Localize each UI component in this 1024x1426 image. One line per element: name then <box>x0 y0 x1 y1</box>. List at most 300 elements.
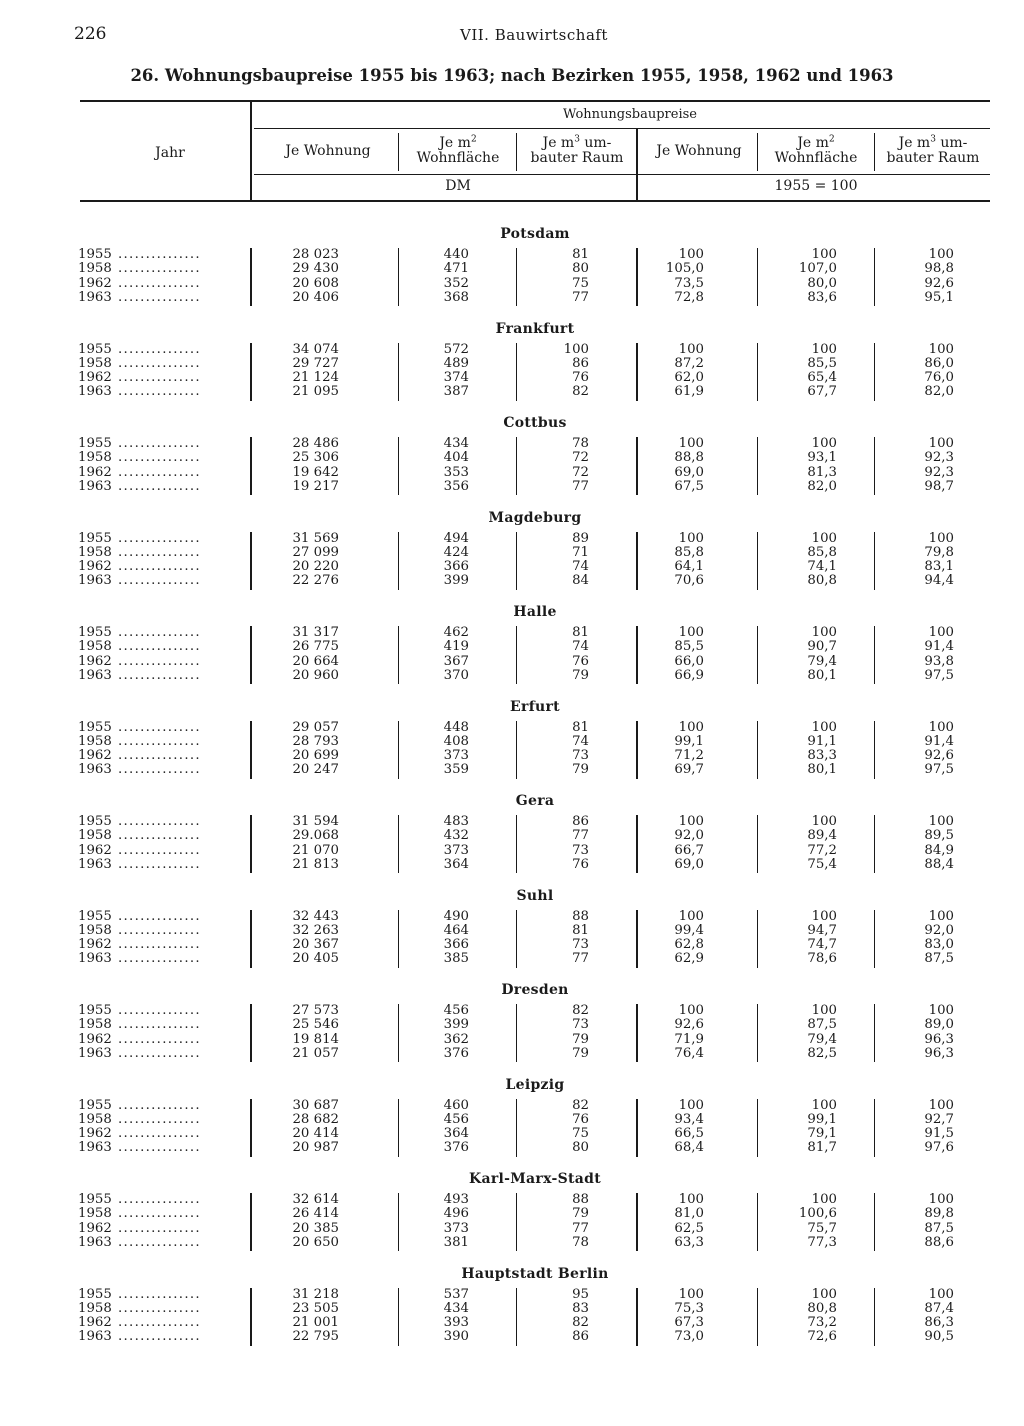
value-je-wohnung: 21 813 <box>292 856 339 872</box>
value-je-m3: 86 <box>572 1329 589 1345</box>
column-group-header: Wohnungsbaupreise <box>563 107 697 122</box>
value-je-m2: 456 <box>443 1003 469 1018</box>
value-je-m2: 366 <box>443 559 469 575</box>
value-je-m2: 359 <box>443 762 469 778</box>
index-je-wohnung: 70,6 <box>674 573 704 589</box>
year-cell: 1955 <box>78 530 112 546</box>
index-je-m3: 92,6 <box>924 275 954 291</box>
table-row <box>0 1236 1024 1250</box>
table-row <box>0 560 1024 574</box>
index-je-m2: 82,5 <box>807 1045 837 1061</box>
year-cell: 1963 <box>78 667 112 683</box>
value-je-m2: 464 <box>443 922 469 938</box>
year-cell: 1955 <box>78 341 112 357</box>
index-je-m3: 79,8 <box>924 544 954 560</box>
value-je-m2: 399 <box>443 573 469 589</box>
table-row <box>0 640 1024 654</box>
index-je-m2: 100 <box>811 1003 837 1018</box>
value-je-m2: 352 <box>443 275 469 291</box>
table-row <box>0 1222 1024 1236</box>
leader-dots: ............... <box>118 289 201 305</box>
header-top-rule <box>80 100 990 102</box>
value-je-m2: 408 <box>443 733 469 749</box>
header-divider <box>398 133 399 171</box>
value-je-wohnung: 27 573 <box>292 1003 339 1018</box>
year-cell: 1958 <box>78 544 112 560</box>
index-je-m3: 76,0 <box>924 370 954 386</box>
index-je-m2: 89,4 <box>807 828 837 844</box>
value-je-wohnung: 22 795 <box>292 1329 339 1345</box>
value-je-m2: 376 <box>443 1140 469 1156</box>
index-je-m2: 85,8 <box>807 544 837 560</box>
value-je-wohnung: 32 614 <box>292 1192 339 1207</box>
value-je-wohnung: 21 070 <box>292 842 339 858</box>
table-row <box>0 749 1024 763</box>
value-je-m2: 496 <box>443 1206 469 1222</box>
index-je-m2: 74,1 <box>807 559 837 575</box>
value-je-m2: 353 <box>443 464 469 480</box>
leader-dots: ............... <box>118 1111 201 1127</box>
value-je-m3: 82 <box>572 1315 589 1331</box>
value-je-wohnung: 21 057 <box>292 1045 339 1061</box>
year-cell: 1963 <box>78 478 112 494</box>
index-je-m3: 88,6 <box>924 1234 954 1250</box>
value-je-m3: 82 <box>572 1097 589 1113</box>
index-je-m2: 99,1 <box>807 1111 837 1127</box>
leader-dots: ............... <box>118 436 201 451</box>
index-je-wohnung: 68,4 <box>674 1140 704 1156</box>
value-je-m3: 82 <box>572 1003 589 1018</box>
index-je-m3: 100 <box>928 1286 954 1302</box>
index-je-m3: 87,5 <box>924 951 954 967</box>
index-je-m3: 92,0 <box>924 922 954 938</box>
index-je-m3: 89,8 <box>924 1206 954 1222</box>
value-je-m2: 364 <box>443 856 469 872</box>
value-je-wohnung: 27 099 <box>292 544 339 560</box>
value-je-m2: 387 <box>443 384 469 400</box>
table-row <box>0 1316 1024 1330</box>
index-je-wohnung: 100 <box>678 1192 704 1207</box>
value-je-m3: 79 <box>572 1031 589 1047</box>
year-cell: 1963 <box>78 1329 112 1345</box>
index-je-m3: 91,4 <box>924 733 954 749</box>
index-je-wohnung: 62,0 <box>674 370 704 386</box>
year-cell: 1955 <box>78 1003 112 1018</box>
value-je-m2: 434 <box>443 1300 469 1316</box>
value-je-wohnung: 19 217 <box>292 478 339 494</box>
index-je-wohnung: 105,0 <box>665 261 704 277</box>
value-je-m3: 74 <box>572 559 589 575</box>
region-block <box>0 1171 1024 1266</box>
table-row <box>0 924 1024 938</box>
index-je-m2: 72,6 <box>807 1329 837 1345</box>
leader-dots: ............... <box>118 544 201 560</box>
leader-dots: ............... <box>118 762 201 778</box>
year-cell: 1962 <box>78 653 112 669</box>
index-je-wohnung: 73,0 <box>674 1329 704 1345</box>
index-je-wohnung: 100 <box>678 814 704 829</box>
value-je-wohnung: 29.068 <box>292 828 339 844</box>
index-je-m2: 80,0 <box>807 275 837 291</box>
leader-dots: ............... <box>118 1206 201 1222</box>
index-je-wohnung: 99,1 <box>674 733 704 749</box>
value-je-m3: 72 <box>572 464 589 480</box>
year-cell: 1963 <box>78 1234 112 1250</box>
index-je-wohnung: 62,8 <box>674 937 704 953</box>
index-je-m2: 77,3 <box>807 1234 837 1250</box>
year-cell: 1955 <box>78 908 112 924</box>
index-je-wohnung: 99,4 <box>674 922 704 938</box>
index-je-wohnung: 100 <box>678 1286 704 1302</box>
index-je-wohnung: 81,0 <box>674 1206 704 1222</box>
value-je-wohnung: 34 074 <box>292 341 339 357</box>
index-je-m2: 87,5 <box>807 1017 837 1033</box>
region-name: Hauptstadt Berlin <box>461 1265 609 1282</box>
leader-dots: ............... <box>118 828 201 844</box>
year-cell: 1962 <box>78 1220 112 1236</box>
index-je-m3: 94,4 <box>924 573 954 589</box>
index-je-m3: 92,3 <box>924 450 954 466</box>
leader-dots: ............... <box>118 937 201 953</box>
value-je-m2: 374 <box>443 370 469 386</box>
index-je-wohnung: 100 <box>678 530 704 546</box>
index-je-m2: 85,5 <box>807 355 837 371</box>
index-je-m3: 82,0 <box>924 384 954 400</box>
value-je-m3: 81 <box>572 922 589 938</box>
table-row <box>0 385 1024 399</box>
table-row <box>0 248 1024 262</box>
superscript-2: 2 <box>828 134 835 145</box>
table-row <box>0 626 1024 640</box>
year-cell: 1955 <box>78 625 112 640</box>
value-je-m3: 76 <box>572 653 589 669</box>
leader-dots: ............... <box>118 559 201 575</box>
table-row <box>0 1018 1024 1032</box>
value-je-m2: 456 <box>443 1111 469 1127</box>
value-je-m2: 490 <box>443 908 469 924</box>
value-je-m2: 448 <box>443 719 469 735</box>
table-row <box>0 735 1024 749</box>
index-je-m2: 80,1 <box>807 667 837 683</box>
value-je-m3: 82 <box>572 384 589 400</box>
table-row <box>0 938 1024 952</box>
value-je-wohnung: 32 443 <box>292 908 339 924</box>
index-je-m3: 95,1 <box>924 289 954 305</box>
leader-dots: ............... <box>118 1126 201 1142</box>
region-block <box>0 510 1024 605</box>
region-block <box>0 415 1024 510</box>
leader-dots: ............... <box>118 667 201 683</box>
index-je-m3: 89,5 <box>924 828 954 844</box>
superscript-3: 3 <box>930 134 936 145</box>
region-block <box>0 321 1024 416</box>
value-je-m3: 71 <box>572 544 589 560</box>
value-je-m3: 80 <box>572 1140 589 1156</box>
index-je-m2: 78,6 <box>807 951 837 967</box>
value-je-wohnung: 26 775 <box>292 639 339 655</box>
index-je-wohnung: 93,4 <box>674 1111 704 1127</box>
value-je-m3: 89 <box>572 530 589 546</box>
leader-dots: ............... <box>118 1315 201 1331</box>
table-row <box>0 532 1024 546</box>
region-name: Halle <box>513 604 557 620</box>
value-je-wohnung: 19 814 <box>292 1031 339 1047</box>
region-block <box>0 982 1024 1077</box>
index-je-m2: 83,6 <box>807 289 837 305</box>
index-je-m2: 91,1 <box>807 733 837 749</box>
leader-dots: ............... <box>118 1017 201 1033</box>
value-je-m2: 370 <box>443 667 469 683</box>
leader-dots: ............... <box>118 573 201 589</box>
index-je-m3: 87,5 <box>924 1220 954 1236</box>
region-name: Cottbus <box>503 415 567 431</box>
leader-dots: ............... <box>118 247 201 262</box>
index-je-m3: 83,0 <box>924 937 954 953</box>
value-je-m3: 76 <box>572 856 589 872</box>
table-row <box>0 1288 1024 1302</box>
leader-dots: ............... <box>118 1031 201 1047</box>
column-header-index-je-wohnung: Je Wohnung <box>656 143 742 159</box>
value-je-wohnung: 29 057 <box>292 719 339 735</box>
value-je-m2: 356 <box>443 478 469 494</box>
value-je-m3: 75 <box>572 275 589 291</box>
index-je-wohnung: 100 <box>678 625 704 640</box>
column-header-je-m2-wohnflaeche <box>400 136 516 166</box>
value-je-m2: 572 <box>443 341 469 357</box>
index-je-wohnung: 75,3 <box>674 1300 704 1316</box>
index-je-m3: 100 <box>928 530 954 546</box>
superscript-2: 2 <box>470 134 477 145</box>
value-je-wohnung: 28 023 <box>292 247 339 262</box>
index-je-m2: 107,0 <box>798 261 837 277</box>
value-je-m2: 393 <box>443 1315 469 1331</box>
region-name: Leipzig <box>505 1076 565 1093</box>
index-je-m3: 97,5 <box>924 667 954 683</box>
value-je-m3: 86 <box>572 355 589 371</box>
leader-dots: ............... <box>118 261 201 277</box>
index-je-wohnung: 62,5 <box>674 1220 704 1236</box>
value-je-wohnung: 28 682 <box>292 1111 339 1127</box>
value-je-m3: 77 <box>572 478 589 494</box>
index-je-m3: 86,0 <box>924 355 954 371</box>
index-je-m3: 93,8 <box>924 653 954 669</box>
region-block <box>0 226 1024 321</box>
value-je-m3: 79 <box>572 1045 589 1061</box>
leader-dots: ............... <box>118 748 201 764</box>
table-row <box>0 655 1024 669</box>
column-header-jahr: Jahr <box>155 145 185 161</box>
value-je-m2: 537 <box>443 1286 469 1302</box>
index-je-m3: 84,9 <box>924 842 954 858</box>
value-je-m2: 460 <box>443 1097 469 1113</box>
leader-dots: ............... <box>118 1097 201 1113</box>
leader-dots: ............... <box>118 733 201 749</box>
value-je-m2: 399 <box>443 1017 469 1033</box>
value-je-m2: 434 <box>443 436 469 451</box>
index-je-m2: 100 <box>811 625 837 640</box>
index-je-m2: 80,8 <box>807 573 837 589</box>
region-name: Dresden <box>501 982 569 998</box>
value-je-m2: 364 <box>443 1126 469 1142</box>
value-je-m2: 493 <box>443 1192 469 1207</box>
unit-label-index: 1955 = 100 <box>774 178 858 194</box>
value-je-wohnung: 31 594 <box>292 814 339 829</box>
index-je-m3: 91,4 <box>924 639 954 655</box>
header-line-wohnflaeche: Wohnfläche <box>774 150 858 166</box>
year-cell: 1958 <box>78 922 112 938</box>
year-cell: 1958 <box>78 828 112 844</box>
table-row <box>0 763 1024 777</box>
region-block <box>0 604 1024 699</box>
value-je-m2: 432 <box>443 828 469 844</box>
year-cell: 1958 <box>78 450 112 466</box>
leader-dots: ............... <box>118 951 201 967</box>
index-je-m3: 92,3 <box>924 464 954 480</box>
index-je-m2: 90,7 <box>807 639 837 655</box>
region-name: Erfurt <box>510 698 560 715</box>
table-row <box>0 1127 1024 1141</box>
table-row <box>0 357 1024 371</box>
index-je-wohnung: 66,7 <box>674 842 704 858</box>
index-je-m2: 100 <box>811 908 837 924</box>
value-je-m3: 72 <box>572 450 589 466</box>
index-je-wohnung: 100 <box>678 436 704 451</box>
table-row <box>0 480 1024 494</box>
index-je-wohnung: 63,3 <box>674 1234 704 1250</box>
leader-dots: ............... <box>118 856 201 872</box>
table-row <box>0 451 1024 465</box>
header-line-je-m: Je m <box>439 135 471 151</box>
leader-dots: ............... <box>118 1140 201 1156</box>
index-je-m2: 100 <box>811 341 837 357</box>
index-je-wohnung: 71,2 <box>674 748 704 764</box>
value-je-wohnung: 29 727 <box>292 355 339 371</box>
value-je-m3: 81 <box>572 247 589 262</box>
value-je-m3: 84 <box>572 573 589 589</box>
index-je-wohnung: 85,5 <box>674 639 704 655</box>
index-je-m2: 82,0 <box>807 478 837 494</box>
index-je-m2: 75,7 <box>807 1220 837 1236</box>
index-je-wohnung: 100 <box>678 247 704 262</box>
value-je-m3: 77 <box>572 1220 589 1236</box>
index-je-wohnung: 69,0 <box>674 464 704 480</box>
index-je-wohnung: 67,3 <box>674 1315 704 1331</box>
value-je-wohnung: 28 793 <box>292 733 339 749</box>
table-row <box>0 1099 1024 1113</box>
table-row <box>0 910 1024 924</box>
value-je-m3: 73 <box>572 748 589 764</box>
value-je-m2: 362 <box>443 1031 469 1047</box>
year-cell: 1963 <box>78 856 112 872</box>
index-je-m2: 100 <box>811 1097 837 1113</box>
year-cell: 1962 <box>78 464 112 480</box>
index-je-wohnung: 100 <box>678 1003 704 1018</box>
index-je-m3: 96,3 <box>924 1045 954 1061</box>
value-je-wohnung: 20 987 <box>292 1140 339 1156</box>
leader-dots: ............... <box>118 1300 201 1316</box>
index-je-m3: 100 <box>928 625 954 640</box>
index-je-m3: 96,3 <box>924 1031 954 1047</box>
header-divider-units <box>636 129 638 200</box>
value-je-m2: 373 <box>443 842 469 858</box>
index-je-m3: 100 <box>928 247 954 262</box>
year-cell: 1962 <box>78 370 112 386</box>
value-je-wohnung: 20 405 <box>292 951 339 967</box>
leader-dots: ............... <box>118 370 201 386</box>
leader-dots: ............... <box>118 1003 201 1018</box>
value-je-wohnung: 20 664 <box>292 653 339 669</box>
value-je-wohnung: 20 385 <box>292 1220 339 1236</box>
index-je-m3: 100 <box>928 908 954 924</box>
table-row <box>0 1141 1024 1155</box>
value-je-m2: 440 <box>443 247 469 262</box>
value-je-m3: 74 <box>572 733 589 749</box>
table-title: 26. Wohnungsbaupreise 1955 bis 1963; nach Bezirken 1955, 1958, 1962 und 1963 <box>130 66 894 85</box>
value-je-m2: 385 <box>443 951 469 967</box>
index-je-wohnung: 85,8 <box>674 544 704 560</box>
column-header-je-m3-bauter-raum <box>518 136 636 166</box>
year-cell: 1958 <box>78 639 112 655</box>
table-row <box>0 437 1024 451</box>
index-je-m2: 100 <box>811 1192 837 1207</box>
index-je-wohnung: 100 <box>678 341 704 357</box>
table-row <box>0 829 1024 843</box>
index-je-m2: 65,4 <box>807 370 837 386</box>
header-line-wohnflaeche: Wohnfläche <box>416 150 500 166</box>
index-je-m2: 83,3 <box>807 748 837 764</box>
table-row <box>0 815 1024 829</box>
region-block <box>0 699 1024 794</box>
value-je-wohnung: 20 650 <box>292 1234 339 1250</box>
header-line-je-m: Je m <box>898 135 931 151</box>
index-je-wohnung: 100 <box>678 719 704 735</box>
index-je-m2: 73,2 <box>807 1315 837 1331</box>
year-cell: 1962 <box>78 842 112 858</box>
year-cell: 1955 <box>78 814 112 829</box>
value-je-wohnung: 20 608 <box>292 275 339 291</box>
index-je-m2: 67,7 <box>807 384 837 400</box>
value-je-m2: 424 <box>443 544 469 560</box>
region-name: Potsdam <box>500 226 570 242</box>
leader-dots: ............... <box>118 1286 201 1302</box>
value-je-m2: 419 <box>443 639 469 655</box>
index-je-m3: 100 <box>928 814 954 829</box>
year-cell: 1955 <box>78 436 112 451</box>
value-je-m3: 73 <box>572 937 589 953</box>
value-je-wohnung: 26 414 <box>292 1206 339 1222</box>
superscript-3: 3 <box>574 134 580 145</box>
value-je-m2: 367 <box>443 653 469 669</box>
unit-label-dm: DM <box>445 178 471 194</box>
table-row <box>0 262 1024 276</box>
value-je-m2: 366 <box>443 937 469 953</box>
index-je-m2: 100 <box>811 719 837 735</box>
leader-dots: ............... <box>118 842 201 858</box>
value-je-wohnung: 20 699 <box>292 748 339 764</box>
header-line-um: um- <box>579 135 612 151</box>
region-block <box>0 793 1024 888</box>
value-je-wohnung: 19 642 <box>292 464 339 480</box>
index-je-m2: 77,2 <box>807 842 837 858</box>
index-je-wohnung: 92,0 <box>674 828 704 844</box>
header-divider-main <box>250 102 252 200</box>
index-je-m3: 88,4 <box>924 856 954 872</box>
value-je-m2: 494 <box>443 530 469 546</box>
table-body <box>0 226 1024 1360</box>
value-je-m3: 79 <box>572 1206 589 1222</box>
index-je-wohnung: 66,5 <box>674 1126 704 1142</box>
index-je-m2: 80,1 <box>807 762 837 778</box>
